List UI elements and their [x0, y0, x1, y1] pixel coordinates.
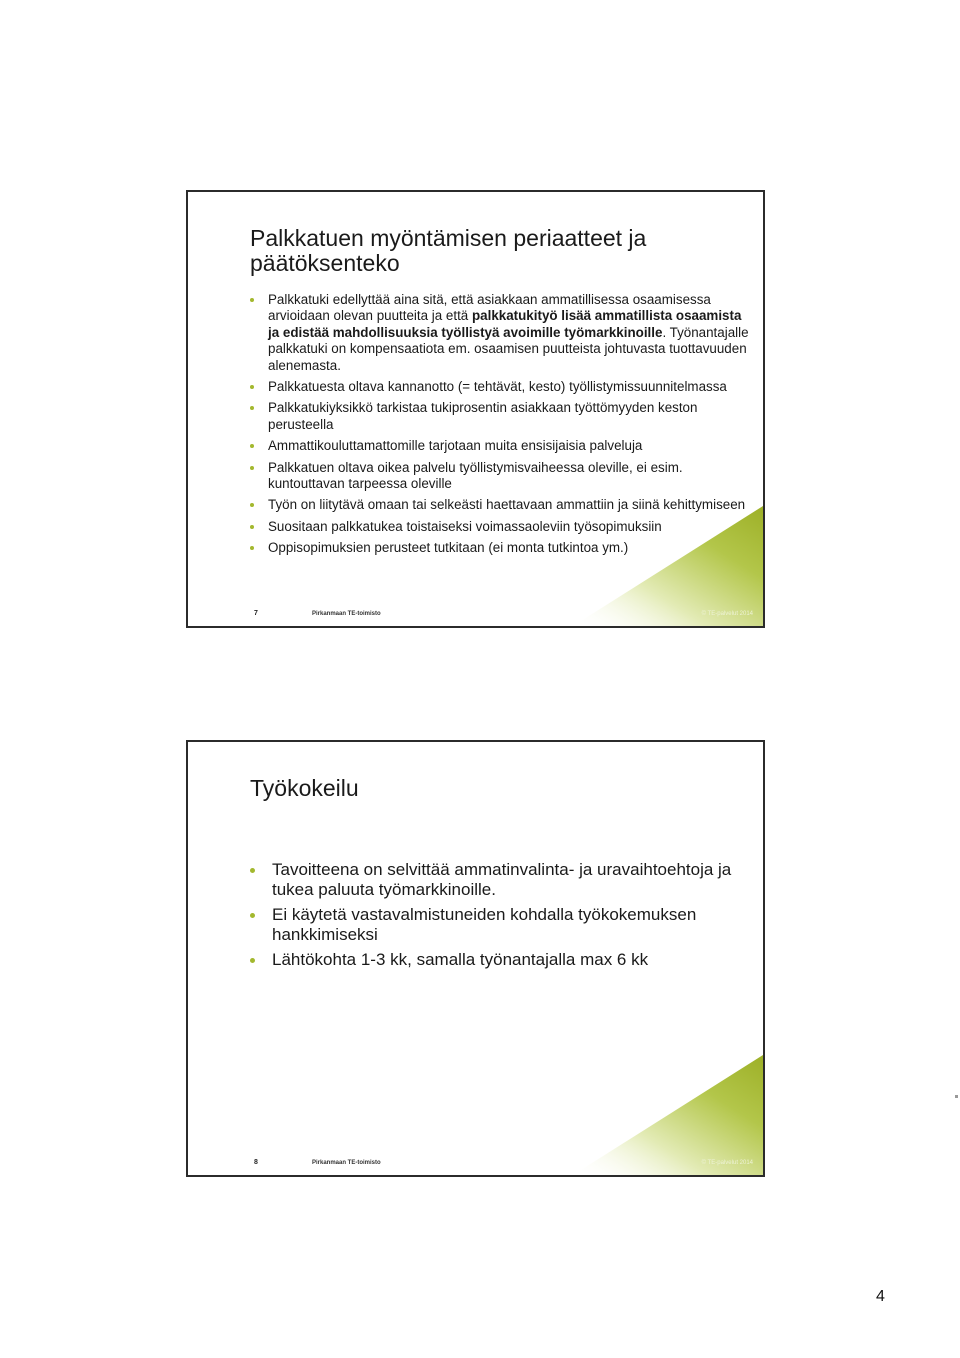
footer-organization: Pirkanmaan TE-toimisto [312, 1160, 381, 1166]
slide-8 [186, 740, 765, 1177]
bullet-dot-icon [250, 406, 254, 410]
bullet-item [250, 379, 750, 395]
green-corner-triangle [573, 1055, 763, 1175]
bullet-text: Ammattikouluttamattomille tarjotaan muita ensisijaisia palveluja [268, 438, 643, 454]
bullet-dot-icon [250, 958, 255, 963]
footer-copyright: © TE-palvelut 2014 [701, 611, 753, 617]
bullet-item [250, 519, 750, 535]
slide-number: 8 [254, 1159, 258, 1166]
bullet-list [250, 292, 750, 562]
bullet-text: Tavoitteena on selvittää ammatinvalinta- ja uravaihtoehtoja ja tukea paluuta työmarkkinoille. [272, 860, 732, 899]
bullet-text: Oppisopimuksien perusteet tutkitaan (ei monta tutkintoa ym.) [268, 540, 629, 556]
bullet-dot-icon [250, 444, 254, 448]
bullet-text: Palkkatukiyksikkö tarkistaa tukiprosentin asiakkaan työttömyyden keston perusteella [268, 400, 698, 432]
bullet-text: Lähtökohta 1-3 kk, samalla työnantajalla max 6 kk [272, 950, 649, 969]
bullet-dot-icon [250, 385, 254, 389]
page-number: 4 [876, 1288, 885, 1305]
bullet-dot-icon [250, 298, 254, 302]
bullet-dot-icon [250, 868, 255, 873]
footer-copyright: © TE-palvelut 2014 [701, 1160, 753, 1166]
bullet-dot-icon [250, 546, 254, 550]
slide-7 [186, 190, 765, 628]
bullet-item [250, 905, 740, 945]
bullet-item [250, 860, 740, 900]
bullet-item [250, 460, 750, 493]
footer-organization: Pirkanmaan TE-toimisto [312, 611, 381, 617]
bullet-text: Palkkatuesta oltava kannanotto (= tehtävät, kesto) työllistymissuunnitelmassa [268, 379, 727, 395]
bullet-dot-icon [250, 503, 254, 507]
bullet-text: Työn on liitytävä omaan tai selkeästi haettavaan ammattiin ja siinä kehittymiseen [268, 497, 746, 513]
bullet-text: Suositaan palkkatukea toistaiseksi voimassaoleviin työsopimuksiin [268, 518, 662, 534]
slide-number: 7 [254, 610, 258, 617]
bullet-item [250, 400, 750, 433]
bullet-item [250, 540, 750, 556]
slide-title: Palkkatuen myöntämisen periaatteet ja päätöksenteko [250, 225, 647, 276]
bullet-dot-icon [250, 913, 255, 918]
bullet-text: . Työnantajalle palkkatuki on kompensaatiota em. osaamisen puutteista johtuvasta tuottavuuden alenemasta. [268, 324, 749, 373]
bullet-item [250, 292, 750, 374]
slide-title: Työkokeilu [250, 775, 359, 801]
margin-mark [955, 1095, 958, 1098]
bullet-dot-icon [250, 466, 254, 470]
bullet-text-bold: palkkatukityö lisää ammatillista osaamista ja edistää mahdollisuuksia työllistyä avoimille työmarkkinoille [268, 308, 742, 340]
bullet-text: Palkkatuen oltava oikea palvelu työllistymisvaiheessa oleville, ei esim. kuntouttavan tarpeessa oleville [268, 459, 683, 492]
bullet-item [250, 497, 750, 513]
bullet-text: Ei käytetä vastavalmistuneiden kohdalla työkokemuksen hankkimiseksi [272, 905, 697, 944]
bullet-text: Palkkatuki edellyttää aina sitä, että asiakkaan ammatillisessa osaamisessa arvioidaan olevan puutteita ja että [268, 292, 711, 324]
bullet-item [250, 950, 740, 970]
bullet-dot-icon [250, 525, 254, 529]
bullet-list [250, 860, 740, 975]
bullet-item [250, 438, 750, 454]
